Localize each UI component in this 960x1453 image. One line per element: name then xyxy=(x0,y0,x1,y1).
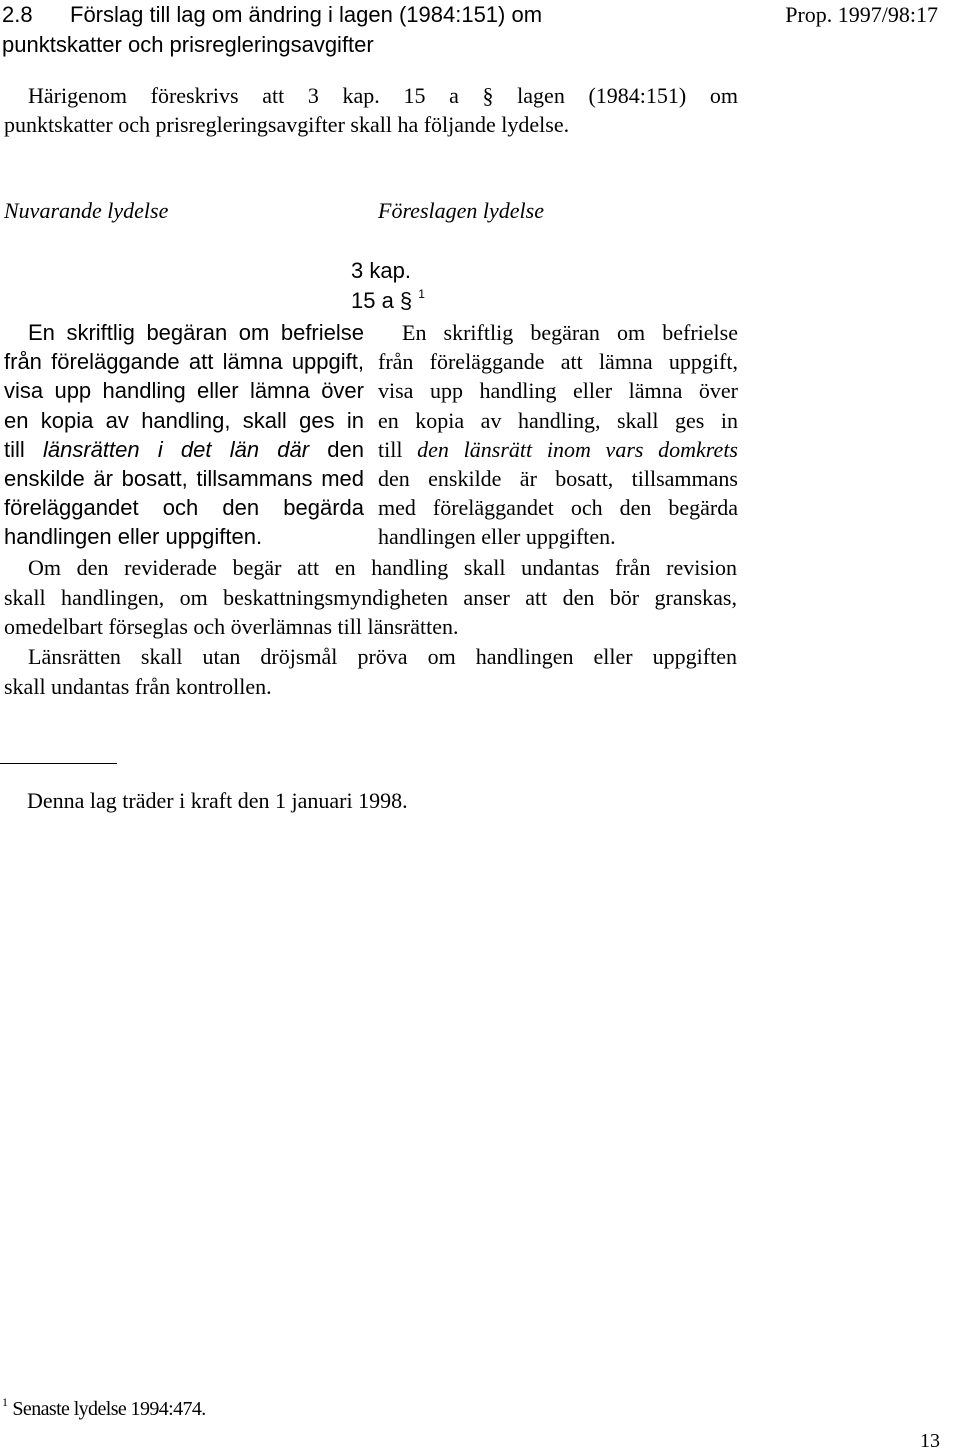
current-line: föreläggandet och den begärda xyxy=(4,495,364,521)
current-line: visa upp handling eller lämna över xyxy=(4,378,364,404)
proposed-line: från föreläggande att lämna uppgift, xyxy=(378,349,738,375)
current-line: En skriftlig begäran om befrielse xyxy=(28,320,364,345)
proposed-line-5-start: till xyxy=(378,436,403,462)
heading-line-2: punktskatter och prisregleringsavgifter xyxy=(2,32,374,57)
proposed-wording-label: Föreslagen lydelse xyxy=(378,198,544,223)
proposed-line: handlingen eller uppgiften. xyxy=(378,524,616,550)
current-line: handlingen eller uppgiften. xyxy=(4,524,263,550)
footnote-text: Senaste lydelse 1994:474. xyxy=(12,1398,206,1420)
section-divider xyxy=(0,763,117,764)
body-paragraph-1 xyxy=(4,553,737,642)
section-label xyxy=(351,287,425,314)
body-line: Om den reviderade begär att en handling skall undantas från revision xyxy=(28,555,737,580)
proposed-line: med föreläggandet och den begärda xyxy=(378,495,738,521)
current-line-5-end: den xyxy=(327,436,364,462)
proposed-line: en kopia av handling, skall ges in xyxy=(378,407,738,433)
current-line: enskilde är bosatt, tillsammans med xyxy=(4,466,364,492)
footnote-marker: 1 xyxy=(2,1395,8,1409)
chapter-label: 3 kap. xyxy=(351,258,411,283)
intro-paragraph xyxy=(4,81,738,139)
current-line: en kopia av handling, skall ges in xyxy=(4,407,364,433)
current-line: från föreläggande att lämna uppgift, xyxy=(4,349,364,375)
body-line: omedelbart förseglas och överlämnas till länsrätten. xyxy=(4,614,459,639)
footnote xyxy=(2,1395,206,1421)
current-line xyxy=(4,435,364,464)
current-line-5-start: till xyxy=(4,436,25,462)
body-line: skall undantas från kontrollen. xyxy=(4,673,272,699)
heading-number: 2.8 xyxy=(2,2,33,27)
proposed-line: visa upp handling eller lämna över xyxy=(378,378,738,404)
footnote-reference: 1 xyxy=(418,287,425,301)
proposed-amended-text: den länsrätt inom vars domkrets xyxy=(417,436,738,462)
body-line: skall handlingen, om beskattningsmyndigheten anser att den bör granskas, xyxy=(4,584,737,610)
section-heading xyxy=(2,0,542,60)
current-wording-column xyxy=(4,318,364,552)
proposed-line xyxy=(378,435,738,464)
current-wording-label: Nuvarande lydelse xyxy=(4,198,169,223)
running-header: Prop. 1997/98:17 xyxy=(785,2,938,27)
body-paragraph-2 xyxy=(4,642,737,701)
intro-line-2: punktskatter och prisregleringsavgifter skall ha följande lydelse. xyxy=(4,112,570,137)
proposed-wording-column xyxy=(378,318,738,552)
section-text: 15 a § xyxy=(351,288,413,313)
effective-date: Denna lag träder i kraft den 1 januari 1998. xyxy=(27,788,408,813)
page-number: 13 xyxy=(920,1430,940,1452)
current-amended-text: länsrätten i det län där xyxy=(43,436,310,462)
intro-line-1: Härigenom föreskrivs att 3 kap. 15 a § lagen (1984:151) om xyxy=(28,83,738,108)
proposed-line: den enskilde är bosatt, tillsammans xyxy=(378,466,738,492)
body-line: Länsrätten skall utan dröjsmål pröva om handlingen eller uppgiften xyxy=(28,644,737,669)
heading-line-1: Förslag till lag om ändring i lagen (1984:151) om xyxy=(70,2,543,27)
proposed-line: En skriftlig begäran om befrielse xyxy=(402,320,738,345)
